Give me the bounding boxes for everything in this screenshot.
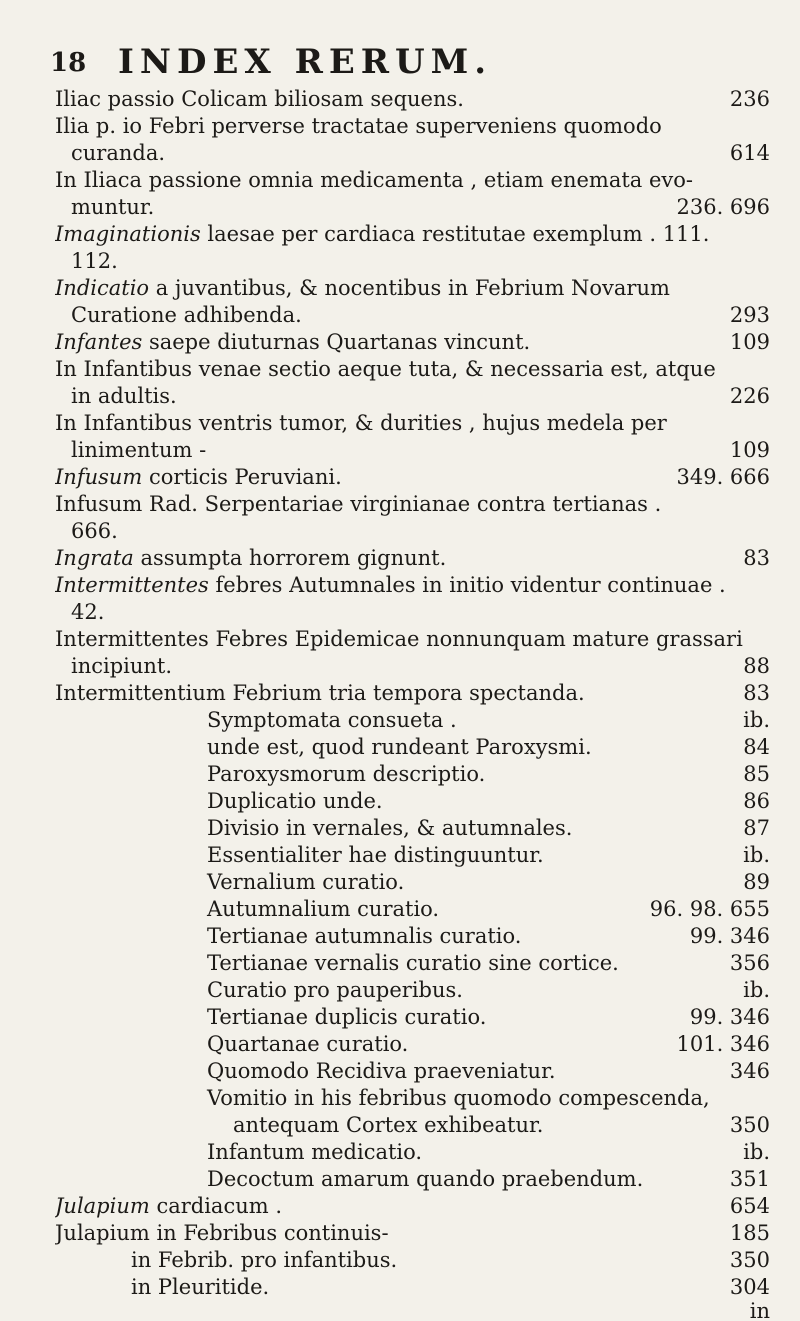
entry-text: Duplicatio unde. [207, 789, 383, 813]
entry-line [55, 140, 770, 167]
entry-line [55, 626, 770, 653]
entry-page-ref: 99. 346 [689, 924, 770, 948]
entry-line [55, 329, 770, 356]
entry-text: Paroxysmorum descriptio. [207, 762, 486, 786]
entry-text: In Infantibus ventris tumor, & durities , hujus medela per [55, 411, 667, 435]
sub-entry [55, 707, 770, 734]
entry-page-ref: 654 [729, 1194, 770, 1218]
entry-line [55, 194, 770, 221]
entry-page-ref: 87 [743, 816, 770, 840]
entry-text: Symptomata consueta . [207, 708, 457, 732]
page-header [50, 42, 770, 92]
entry-page-ref: 226 [729, 384, 770, 408]
entry-keyword: Intermittentes [55, 573, 209, 597]
entry-page-ref: 101. 346 [676, 1032, 770, 1056]
entry-text: corticis Peruviani. [142, 465, 342, 489]
index-entries [55, 86, 770, 1321]
sub-entry [55, 734, 770, 761]
entry-line [55, 113, 770, 140]
index-entry [55, 1220, 770, 1247]
index-entry [55, 410, 770, 464]
entry-page-ref: 350 [729, 1248, 770, 1272]
entry-page-ref: 614 [729, 141, 770, 165]
entry-page-ref: 346 [729, 1059, 770, 1083]
entry-page-ref: ib. [743, 1140, 770, 1164]
entry-text: Tertianae duplicis curatio. [207, 1005, 487, 1029]
entry-text: 666. [71, 519, 118, 543]
entry-line [55, 275, 770, 302]
entry-text: Intermittentes Febres Epidemicae nonnunquam mature grassari [55, 627, 743, 651]
sub-entry [55, 815, 770, 842]
entry-line [55, 437, 770, 464]
index-entry [55, 491, 770, 545]
entry-page-ref: 96. 98. 655 [649, 897, 770, 921]
entry-text: incipiunt. [71, 654, 173, 678]
entry-line [55, 572, 770, 599]
entry-page-ref: 349. 666 [676, 465, 770, 489]
entry-keyword: Ingrata [55, 546, 134, 570]
entry-page-ref: 185 [729, 1221, 770, 1245]
entry-page-ref: 83 [743, 681, 770, 705]
entry-keyword: Julapium [55, 1194, 150, 1218]
index-entry [55, 86, 770, 113]
sub-entry [55, 788, 770, 815]
entry-text: In Iliaca passione omnia medicamenta , etiam enemata evo- [55, 168, 693, 192]
entry-line [55, 599, 770, 626]
entry-page-ref: 89 [743, 870, 770, 894]
entry-text: Tertianae vernalis curatio sine cortice. [207, 951, 619, 975]
sub-entry [55, 761, 770, 788]
entry-line [55, 383, 770, 410]
entry-page-ref: 293 [729, 303, 770, 327]
entry-page-ref: 351 [729, 1167, 770, 1191]
entry-text: Autumnalium curatio. [207, 897, 440, 921]
running-head: INDEX RERUM. [118, 42, 493, 82]
entry-keyword: Imaginationis [55, 222, 201, 246]
index-entry [55, 221, 770, 275]
entry-page-ref: ib. [743, 708, 770, 732]
entry-text: Infantum medicatio. [207, 1140, 423, 1164]
entry-text: Infusum Rad. Serpentariae virginianae contra tertianas . [55, 492, 662, 516]
entry-text: Ilia p. io Febri perverse tractatae superveniens quomodo [55, 114, 662, 138]
entry-text: Iliac passio Colicam biliosam sequens. [55, 87, 464, 111]
entry-text: antequam Cortex exhibeatur. [233, 1113, 544, 1137]
entry-text: Quomodo Recidiva praeveniatur. [207, 1059, 556, 1083]
sub-entry [55, 869, 770, 896]
entry-page-ref: 99. 346 [689, 1005, 770, 1029]
entry-line [55, 680, 770, 707]
entry-text: linimentum - [71, 438, 207, 462]
entry-text: a juvantibus, & nocentibus in Febrium Novarum [149, 276, 670, 300]
entry-page-ref: 83 [743, 546, 770, 570]
catchword: in [749, 1301, 770, 1321]
entry-text: Quartanae curatio. [207, 1032, 409, 1056]
entry-line [55, 248, 770, 275]
entry-line [55, 464, 770, 491]
entry-text: Intermittentium Febrium tria tempora spectanda. [55, 681, 585, 705]
sub-entry [55, 1004, 770, 1031]
entry-line [55, 410, 770, 437]
entry-text: in Febrib. pro infantibus. [131, 1248, 398, 1272]
index-entry [55, 680, 770, 707]
entry-text: Decoctum amarum quando praebendum. [207, 1167, 644, 1191]
entry-page-ref: 85 [743, 762, 770, 786]
entry-line [55, 356, 770, 383]
sub-entry [55, 950, 770, 977]
entry-line [55, 491, 770, 518]
entry-text: 112. [71, 249, 118, 273]
entry-page-ref: 86 [743, 789, 770, 813]
index-entry [55, 113, 770, 167]
entry-text: Curatio pro pauperibus. [207, 978, 463, 1002]
index-entry [55, 1193, 770, 1220]
entry-text: curanda. [71, 141, 166, 165]
entry-text: Curatione adhibenda. [71, 303, 302, 327]
entry-text: in adultis. [71, 384, 177, 408]
entry-text: laesae per cardiaca restitutae exemplum . 111. [200, 222, 710, 246]
entry-line [55, 167, 770, 194]
entry-line [55, 545, 770, 572]
sub-entry [55, 1139, 770, 1166]
entry-text: assumpta horrorem gignunt. [133, 546, 447, 570]
entry-page-ref: ib. [743, 978, 770, 1002]
index-entry [55, 275, 770, 329]
entry-text: Tertianae autumnalis curatio. [207, 924, 522, 948]
entry-text: muntur. [71, 195, 155, 219]
entry-text: in Pleuritide. [131, 1275, 270, 1299]
index-entry [55, 572, 770, 626]
entry-page-ref: 356 [729, 951, 770, 975]
sub-entry [55, 977, 770, 1004]
entry-text: unde est, quod rundeant Paroxysmi. [207, 735, 592, 759]
index-entry [55, 329, 770, 356]
index-entry [55, 1274, 770, 1301]
entry-text: In Infantibus venae sectio aeque tuta, & necessaria est, atque [55, 357, 716, 381]
entry-page-ref: 109 [729, 438, 770, 462]
entry-page-ref: 304 [729, 1275, 770, 1299]
entry-page-ref: ib. [743, 843, 770, 867]
entry-page-ref: 350 [729, 1113, 770, 1137]
index-entry [55, 1247, 770, 1274]
entry-line [55, 302, 770, 329]
entry-line [55, 653, 770, 680]
sub-entry [55, 842, 770, 869]
entry-text: Vernalium curatio. [207, 870, 405, 894]
entry-page-ref: 236. 696 [676, 195, 770, 219]
entry-page-ref: 84 [743, 735, 770, 759]
sub-entry [55, 1085, 770, 1112]
entry-page-ref: 236 [729, 87, 770, 111]
index-entry [55, 167, 770, 221]
entry-page-ref: 109 [729, 330, 770, 354]
entry-text: Essentialiter hae distinguuntur. [207, 843, 544, 867]
page-number: 18 [50, 48, 87, 78]
entry-text: cardiacum . [149, 1194, 283, 1218]
index-entry [55, 464, 770, 491]
entry-text: Divisio in vernales, & autumnales. [207, 816, 573, 840]
entry-line [55, 86, 770, 113]
sub-entry [55, 896, 770, 923]
entry-text: 42. [71, 600, 105, 624]
entry-page-ref: 88 [743, 654, 770, 678]
sub-entry [55, 1112, 770, 1139]
entry-keyword: Indicatio [55, 276, 150, 300]
index-entry [55, 626, 770, 680]
entry-keyword: Infusum [55, 465, 143, 489]
entry-keyword: Infantes [55, 330, 143, 354]
entry-line [55, 221, 770, 248]
index-entry [55, 545, 770, 572]
sub-entry [55, 923, 770, 950]
entry-text: saepe diuturnas Quartanas vincunt. [142, 330, 531, 354]
entry-line [55, 518, 770, 545]
sub-entry [55, 1166, 770, 1193]
sub-entry [55, 1058, 770, 1085]
entry-text: febres Autumnales in initio videntur continuae . [208, 573, 726, 597]
index-entry [55, 356, 770, 410]
sub-entry [55, 1031, 770, 1058]
entry-text: Vomitio in his febribus quomodo compescenda, [207, 1086, 710, 1110]
entry-text: Julapium in Febribus continuis- [55, 1221, 389, 1245]
